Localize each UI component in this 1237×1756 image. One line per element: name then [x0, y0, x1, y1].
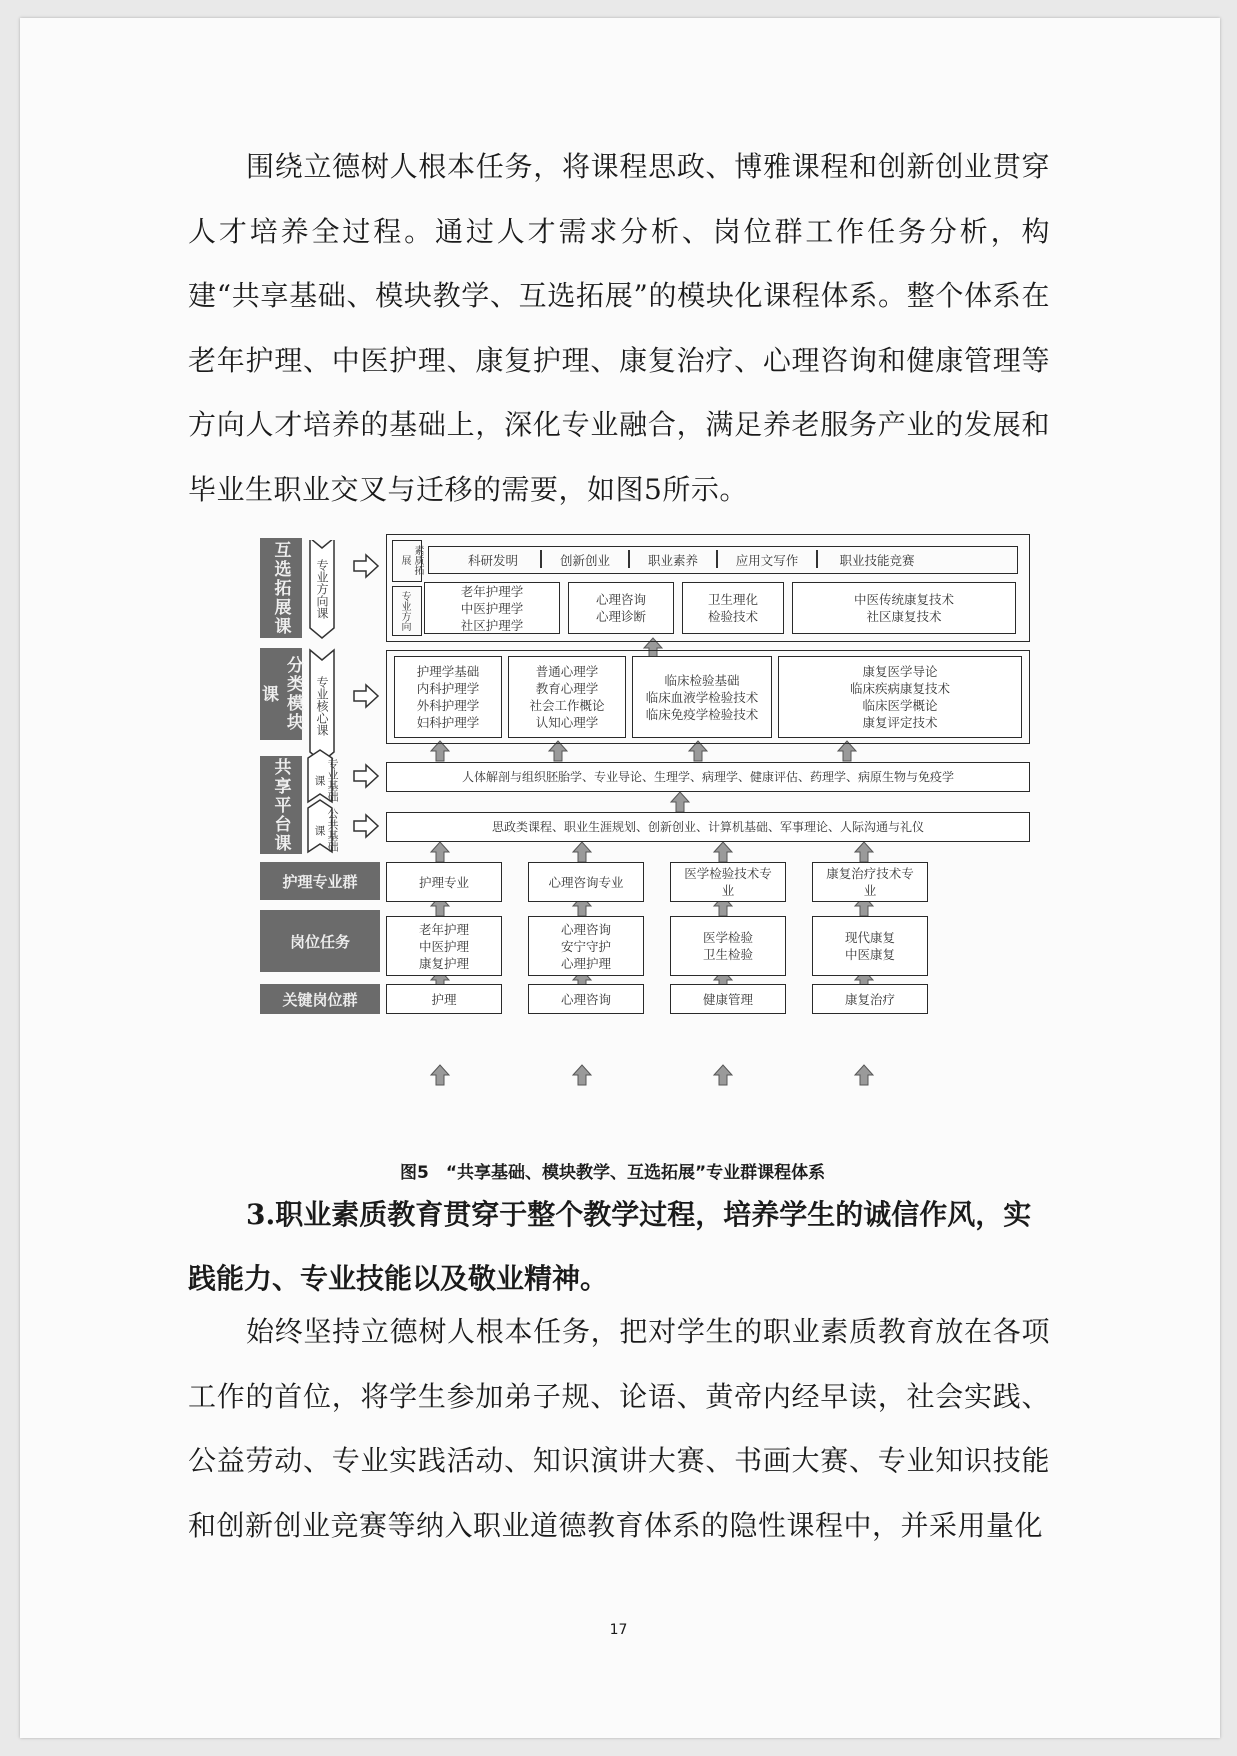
- arrow-up: [838, 741, 856, 761]
- quality-item-competition: 职业技能竞赛: [839, 553, 915, 568]
- arrow-up: [431, 1065, 449, 1085]
- arrow-up: [855, 1065, 873, 1085]
- quality-item-writing: 应用文写作: [735, 553, 799, 568]
- arrow-up: [431, 741, 449, 761]
- direction-box-lab: 卫生理化 检验技术: [682, 582, 784, 634]
- arrow-up: [573, 1065, 591, 1085]
- arrow-up: [671, 792, 689, 812]
- quality-item-innovation: 创新创业: [559, 553, 610, 568]
- paragraph-quality: [188, 1300, 1050, 1558]
- task-nursing: 老年护理 中医护理 康复护理: [386, 916, 502, 976]
- arrow-right-1: [354, 555, 378, 577]
- direction-label: 专业方向: [399, 591, 410, 631]
- direction-box-rehab: 中医传统康复技术 社区康复技术: [792, 582, 1016, 634]
- direction-box-psychology: 心理咨询 心理诊断: [568, 582, 674, 634]
- separator: [816, 550, 818, 568]
- core-box-lab: 临床检验基础 临床血液学检验技术 临床免疫学检验技术: [632, 656, 772, 738]
- arrow-right-4: [354, 815, 378, 837]
- arrow-up: [549, 741, 567, 761]
- core-box-nursing: 护理学基础 内科护理学 外科护理学 妇科护理学: [394, 656, 502, 738]
- curriculum-diagram: [260, 540, 1040, 1130]
- arrow-up: [714, 842, 732, 862]
- section-heading: [188, 1183, 1050, 1311]
- public-basic-bar: 思政类课程、职业生涯规划、创新创业、计算机基础、军事理论、人际沟通与礼仪: [386, 812, 1030, 842]
- label-nursing-group: 护理专业群: [260, 862, 380, 900]
- label-shared-platform: 共享平台课: [260, 756, 302, 854]
- arrow-up: [855, 842, 873, 862]
- paragraph-quality-text: 始终坚持立德树人根本任务，把对学生的职业素质教育放在各项工作的首位，将学生参加弟子规、论语、黄帝内经早读，社会实践、公益劳动、专业实践活动、知识演讲大赛、书画大赛、专业知识技能和创新创业竞赛等纳入职业道德教育体系的隐性课程中，并采用量化: [188, 1315, 1050, 1542]
- separator: [628, 550, 630, 568]
- label-optional-expansion: 互选拓展课: [260, 538, 302, 638]
- major-rehab: 康复治疗技术专 业: [812, 862, 928, 902]
- major-psychology: 心理咨询专业: [528, 862, 644, 902]
- label-module-courses: 分类模块课: [260, 648, 302, 740]
- chevron-core-courses: 专业核心课: [315, 676, 329, 736]
- arrow-up: [689, 741, 707, 761]
- task-lab: 医学检验 卫生检验: [670, 916, 786, 976]
- paragraph-intro-text: 围绕立德树人根本任务，将课程思政、博雅课程和创新创业贯穿人才培养全过程。通过人才需求分析、岗位群工作任务分析，构建“共享基础、模块教学、互选拓展”的模块化课程体系。整个体系在老年护理、中医护理、康复护理、康复治疗、心理咨询和健康管理等方向人才培养的基础上，深化专业融合，满足养老服务产业的发展和毕业生职业交叉与迁移的需要，如图5所示。: [188, 150, 1050, 506]
- task-psychology: 心理咨询 安宁守护 心理护理: [528, 916, 644, 976]
- core-box-rehab: 康复医学导论 临床疾病康复技术 临床医学概论 康复评定技术: [778, 656, 1022, 738]
- arrow-up: [431, 842, 449, 862]
- chevron-basic-courses: 专业基础课: [313, 758, 339, 802]
- paragraph-intro: [188, 135, 1050, 522]
- page-number: 17: [609, 1622, 628, 1638]
- label-job-tasks: 岗位任务: [260, 910, 380, 972]
- chevron-public-courses: 公共基础课: [313, 808, 339, 852]
- arrow-right-2: [354, 685, 378, 707]
- arrow-right-3: [354, 765, 378, 787]
- direction-box-nursing: 老年护理学 中医护理学 社区护理学: [424, 582, 560, 634]
- professional-basic-bar: 人体解剖与组织胚胎学、专业导论、生理学、病理学、健康评估、药理学、病原生物与免疫学: [386, 762, 1030, 792]
- major-nursing: 护理专业: [386, 862, 502, 902]
- arrow-up: [573, 842, 591, 862]
- separator: [716, 550, 718, 568]
- quality-item-research: 科研发明: [467, 553, 518, 568]
- post-health: 健康管理: [670, 984, 786, 1014]
- label-key-posts: 关键岗位群: [260, 984, 380, 1014]
- core-box-psychology: 普通心理学 教育心理学 社会工作概论 认知心理学: [508, 656, 626, 738]
- post-rehab: 康复治疗: [812, 984, 928, 1014]
- separator: [540, 550, 542, 568]
- major-lab: 医学检验技术专 业: [670, 862, 786, 902]
- post-nursing: 护理: [386, 984, 502, 1014]
- quality-item-literacy: 职业素养: [647, 553, 698, 568]
- section-heading-text: 3.职业素质教育贯穿于整个教学过程，培养学生的诚信作风，实践能力、专业技能以及敬业精神。: [188, 1198, 1032, 1295]
- post-psychology: 心理咨询: [528, 984, 644, 1014]
- task-rehab: 现代康复 中医康复: [812, 916, 928, 976]
- arrow-up: [714, 1065, 732, 1085]
- chevron-direction-courses: 专业方向课: [315, 559, 329, 619]
- quality-expansion-label: 素质拓展: [399, 545, 423, 575]
- figure-caption: 图5 “共享基础、模块教学、互选拓展”专业群课程体系: [400, 1163, 826, 1183]
